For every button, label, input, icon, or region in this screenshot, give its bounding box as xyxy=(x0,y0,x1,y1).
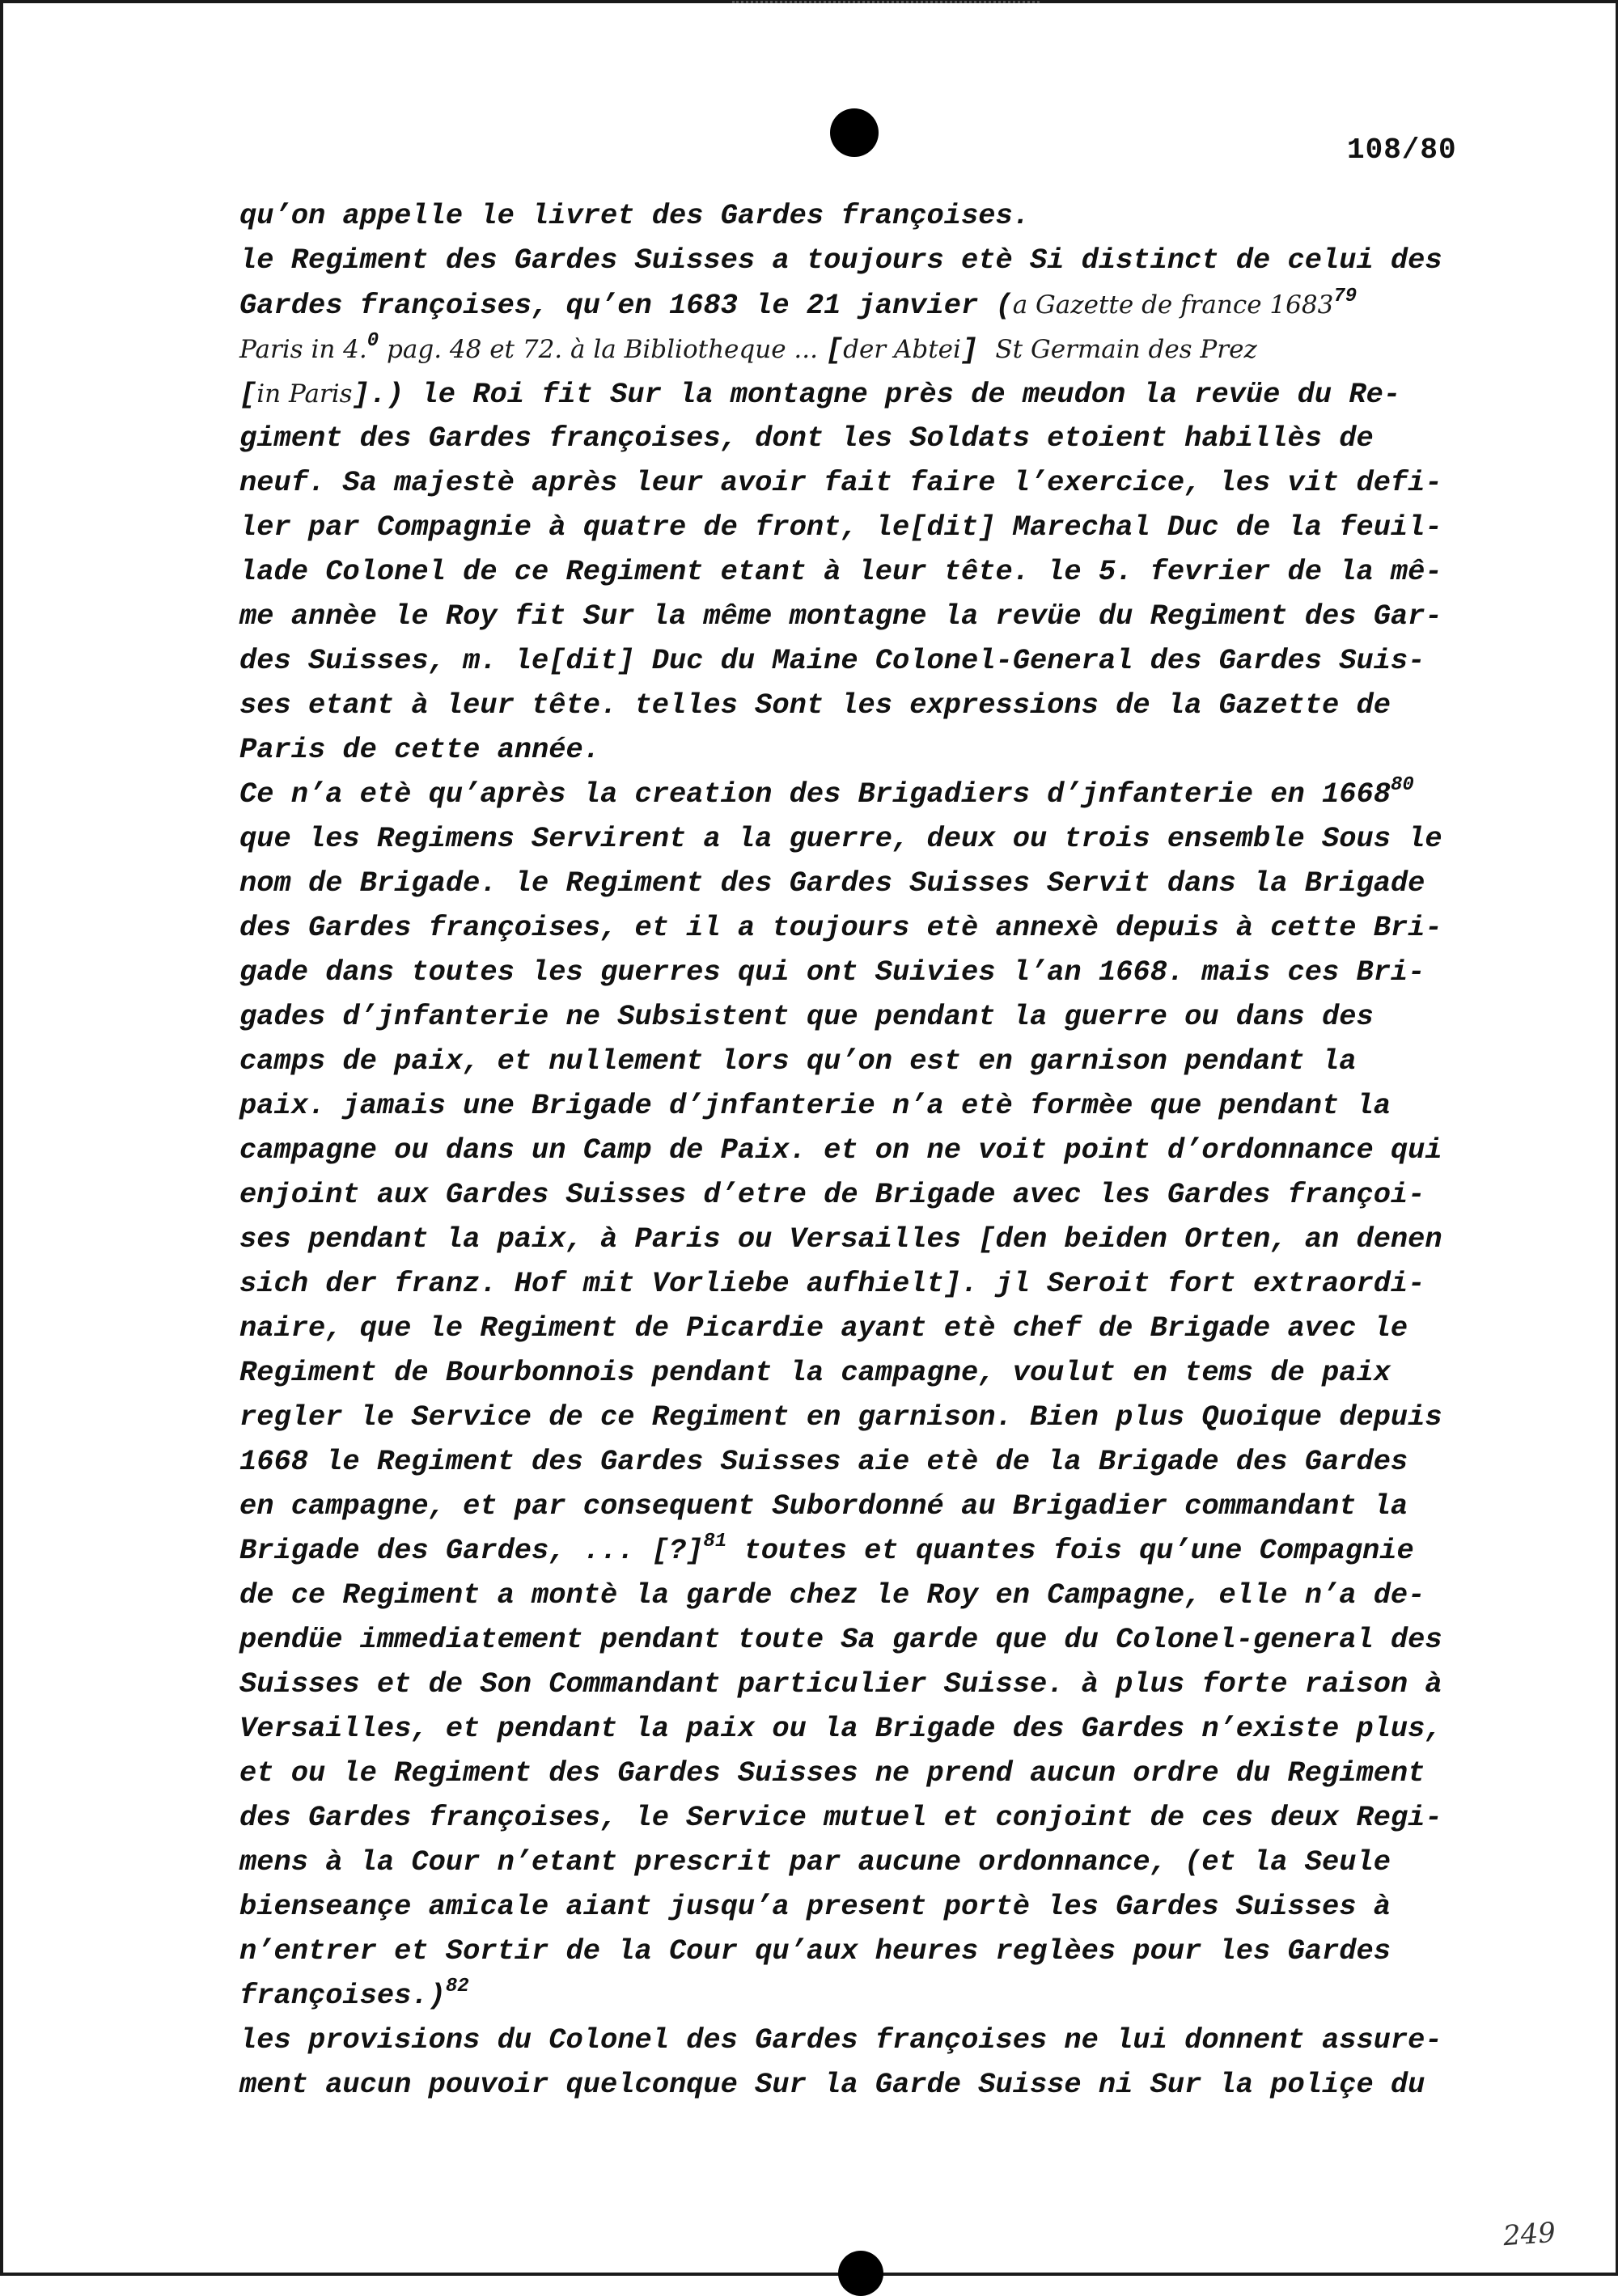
text-line xyxy=(239,1841,1477,1885)
text-segment: [ xyxy=(239,379,257,411)
text-segment: Regiment de Bourbonnois pendant la campagne, voulut en tems de paix xyxy=(239,1357,1391,1389)
footnote-marker: 79 xyxy=(1333,286,1358,308)
handwritten-insertion: pag. 48 et 72. à la Bibliotheque ... xyxy=(379,335,826,364)
text-line xyxy=(239,1396,1477,1440)
text-line xyxy=(239,417,1477,461)
text-segment: ler par Compagnie à quatre de front, le[dit] Marechal Duc de la feuil- xyxy=(239,511,1442,544)
text-segment: le Regiment des Gardes Suisses a toujours etè Si distinct de celui des xyxy=(239,244,1442,277)
text-segment: naire, que le Regiment de Picardie ayant etè chef de Brigade avec le xyxy=(239,1312,1408,1345)
text-line xyxy=(239,906,1477,951)
text-line xyxy=(239,1040,1477,1084)
punch-hole-bottom xyxy=(838,2251,883,2296)
text-line xyxy=(239,995,1477,1040)
text-line xyxy=(239,1307,1477,1351)
text-segment: me annèe le Roy fit Sur la même montagne la revüe du Regiment des Gar- xyxy=(239,600,1442,633)
text-segment: toutes et quantes fois qu’une Compagnie xyxy=(726,1535,1414,1567)
text-segment: ].) le Roi fit Sur la montagne près de meudon la revüe du Re- xyxy=(352,379,1401,411)
text-segment: [ xyxy=(825,334,844,366)
text-line xyxy=(239,1930,1477,1974)
text-segment: qu’on appelle le livret des Gardes françoises. xyxy=(239,200,1030,232)
text-segment: ] xyxy=(960,334,996,366)
text-segment: lade Colonel de ce Regiment etant à leur tête. le 5. fevrier de la mê- xyxy=(239,556,1442,588)
text-segment: des Gardes françoises, et il a toujours etè annexè depuis à cette Bri- xyxy=(239,912,1442,944)
footnote-marker: 80 xyxy=(1390,774,1414,797)
text-segment: que les Regimens Servirent a la guerre, deux ou trois ensemble Sous le xyxy=(239,823,1442,855)
text-segment: Ce n’a etè qu’après la creation des Brigadiers d’jnfanterie en 1668 xyxy=(239,778,1391,811)
text-segment: des Gardes françoises, le Service mutuel et conjoint de ces deux Regi- xyxy=(239,1802,1442,1834)
footnote-marker: 0 xyxy=(366,330,379,353)
text-line xyxy=(239,239,1477,283)
text-segment: campagne ou dans un Camp de Paix. et on ne voit point d’ordonnance qui xyxy=(239,1134,1442,1167)
text-line xyxy=(239,1129,1477,1173)
handwritten-insertion: St Germain des Prez xyxy=(995,335,1257,364)
text-line xyxy=(239,639,1477,684)
text-segment: nom de Brigade. le Regiment des Gardes Suisses Servit dans la Brigade xyxy=(239,867,1425,900)
transcription-text xyxy=(239,194,1477,2107)
text-line xyxy=(239,550,1477,595)
text-line xyxy=(239,1752,1477,1796)
footnote-marker: 82 xyxy=(445,1976,469,1998)
scan-dotted-edge xyxy=(732,1,1040,3)
handwritten-insertion: der Abtei xyxy=(843,335,961,364)
text-segment: regler le Service de ce Regiment en garnison. Bien plus Quoique depuis xyxy=(239,1401,1442,1434)
text-segment: giment des Gardes françoises, dont les Soldats etoient habillès de xyxy=(239,422,1374,455)
scan-edge-left xyxy=(0,0,3,2276)
text-segment: enjoint aux Gardes Suisses d’etre de Brigade avec les Gardes françoi- xyxy=(239,1179,1425,1211)
page-number: 108/80 xyxy=(1347,133,1457,167)
text-line xyxy=(239,328,1477,372)
footnote-marker: 81 xyxy=(703,1531,727,1553)
text-segment: et ou le Regiment des Gardes Suisses ne prend aucun ordre du Regiment xyxy=(239,1757,1425,1790)
handwritten-insertion: Paris in 4. xyxy=(239,335,367,364)
text-segment: Versailles, et pendant la paix ou la Brigade des Gardes n’existe plus, xyxy=(239,1713,1442,1745)
handwritten-archive-number: 249 xyxy=(1502,2216,1557,2253)
text-line xyxy=(239,862,1477,906)
text-line xyxy=(239,1618,1477,1663)
text-segment: de ce Regiment a montè la garde chez le Roy en Campagne, elle n’a de- xyxy=(239,1579,1425,1612)
handwritten-insertion: in Paris xyxy=(256,379,353,409)
text-line xyxy=(239,773,1477,817)
text-segment: sich der franz. Hof mit Vorliebe aufhielt]. jl Seroit fort extraordi- xyxy=(239,1268,1425,1300)
text-segment: paix. jamais une Brigade d’jnfanterie n’a etè formèe que pendant la xyxy=(239,1090,1391,1122)
text-line xyxy=(239,1707,1477,1752)
text-segment: les provisions du Colonel des Gardes françoises ne lui donnent assure- xyxy=(239,2024,1442,2057)
text-segment: n’entrer et Sortir de la Cour qu’aux heures reglèes pour les Gardes xyxy=(239,1935,1391,1968)
text-line xyxy=(239,1796,1477,1841)
text-line xyxy=(239,817,1477,862)
text-line xyxy=(239,1974,1477,2019)
text-segment: 1668 le Regiment des Gardes Suisses aie etè de la Brigade des Gardes xyxy=(239,1446,1408,1478)
text-segment: Suisses et de Son Commandant particulier Suisse. à plus forte raison à xyxy=(239,1668,1442,1701)
punch-hole-top xyxy=(830,108,879,157)
text-line xyxy=(239,1663,1477,1707)
text-segment: ses pendant la paix, à Paris ou Versailles [den beiden Orten, an denen xyxy=(239,1223,1442,1256)
text-segment: gade dans toutes les guerres qui ont Suivies l’an 1668. mais ces Bri- xyxy=(239,956,1425,989)
text-line xyxy=(239,1529,1477,1574)
text-line xyxy=(239,2063,1477,2107)
text-line xyxy=(239,283,1477,328)
text-line xyxy=(239,2019,1477,2063)
text-line xyxy=(239,595,1477,639)
scan-edge-bottom xyxy=(0,2273,1618,2276)
text-segment: bienseançe amicale aiant jusqu’a present portè les Gardes Suisses à xyxy=(239,1891,1391,1923)
text-line xyxy=(239,372,1477,417)
text-segment: Paris de cette année. xyxy=(239,734,600,766)
text-segment: Gardes françoises, qu’en 1683 le 21 janvier ( xyxy=(239,290,1013,322)
text-segment: gades d’jnfanterie ne Subsistent que pendant la guerre ou dans des xyxy=(239,1001,1374,1033)
handwritten-insertion: a Gazette de france 1683 xyxy=(1012,290,1334,320)
text-segment: en campagne, et par consequent Subordonné au Brigadier commandant la xyxy=(239,1490,1408,1523)
text-line xyxy=(239,1485,1477,1529)
text-line xyxy=(239,194,1477,239)
text-segment: ment aucun pouvoir quelconque Sur la Garde Suisse ni Sur la poliçe du xyxy=(239,2069,1425,2101)
text-segment: Brigade des Gardes, ... [?] xyxy=(239,1535,704,1567)
text-line xyxy=(239,684,1477,728)
text-line xyxy=(239,1574,1477,1618)
text-line xyxy=(239,1351,1477,1396)
text-line xyxy=(239,1440,1477,1485)
text-segment: mens à la Cour n’etant prescrit par aucune ordonnance, (et la Seule xyxy=(239,1846,1391,1879)
text-line xyxy=(239,1173,1477,1218)
text-segment: françoises.) xyxy=(239,1980,446,2012)
text-segment: des Suisses, m. le[dit] Duc du Maine Colonel-General des Gardes Suis- xyxy=(239,645,1425,677)
text-line xyxy=(239,728,1477,773)
text-line xyxy=(239,1262,1477,1307)
text-segment: neuf. Sa majestè après leur avoir fait faire l’exercice, les vit defi- xyxy=(239,467,1442,499)
text-segment: ses etant à leur tête. telles Sont les expressions de la Gazette de xyxy=(239,689,1391,722)
text-line xyxy=(239,1885,1477,1930)
text-segment: pendüe immediatement pendant toute Sa garde que du Colonel-general des xyxy=(239,1624,1442,1656)
text-line xyxy=(239,951,1477,995)
text-line xyxy=(239,1084,1477,1129)
text-line xyxy=(239,461,1477,506)
text-segment: camps de paix, et nullement lors qu’on est en garnison pendant la xyxy=(239,1045,1357,1078)
text-line xyxy=(239,1218,1477,1262)
text-line xyxy=(239,506,1477,550)
